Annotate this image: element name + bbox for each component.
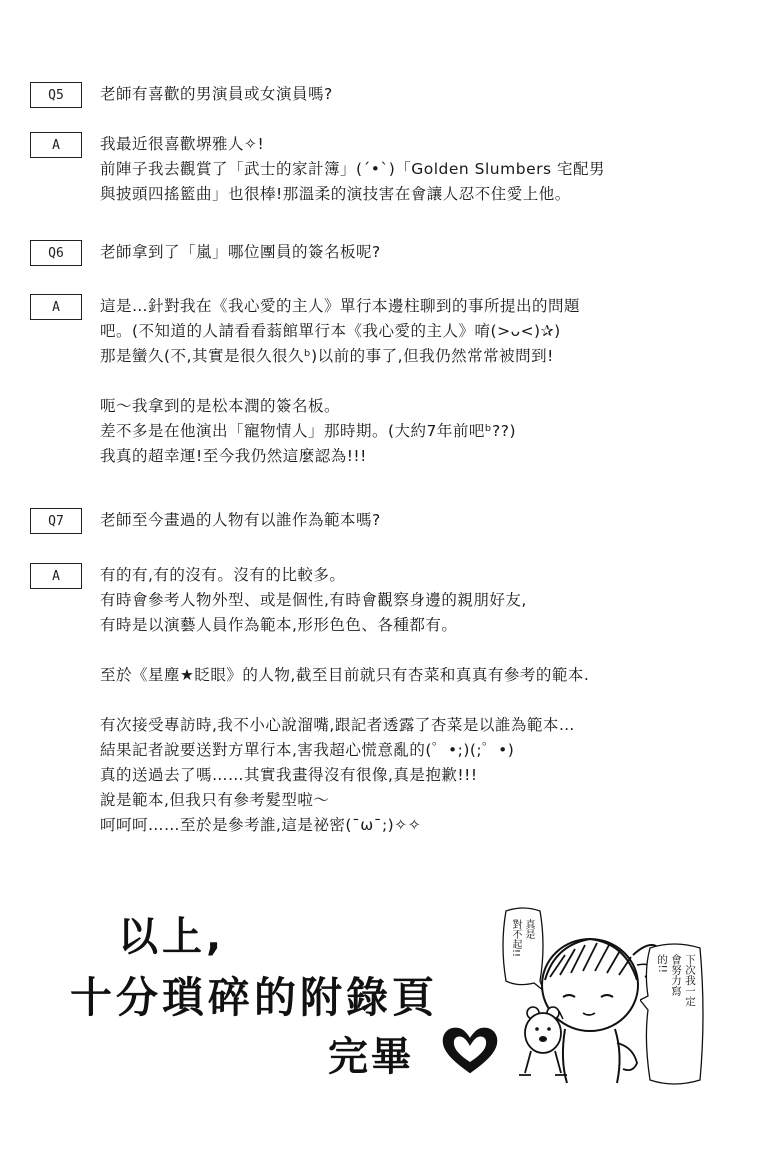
answer-line: 真的送過去了嗎……其實我畫得沒有很像,真是抱歉!!! [100,766,478,784]
heart-icon [440,1024,500,1076]
answer-tag: A [30,294,82,320]
answer-line: 至於《星塵★眨眼》的人物,截至目前就只有杏菜和真真有參考的範本. [100,666,590,684]
answer-line: 差不多是在他演出「寵物情人」那時期。(大約7年前吧ᵇ??) [100,422,517,440]
bubble-text: 下次我一定 [684,954,696,1007]
answer-line: 吧。(不知道的人請看看蓊館單行本《我心愛的主人》唷(>ᴗ<)✰) [100,322,561,340]
speech-bubble-right [640,940,708,1090]
answer-line: 說是範本,但我只有參考髮型啦〜 [100,791,330,809]
question-tag: Q7 [30,508,82,534]
answer-tag: A [30,563,82,589]
question-tag: Q6 [30,240,82,266]
question-text: 老師有喜歡的男演員或女演員嗎? [100,85,333,103]
paragraph-gap [100,688,589,713]
answer-line: 結果記者說要送對方單行本,害我超心慌意亂的(゜•;)(;゜•) [100,741,515,759]
answer-line: 有次接受專訪時,我不小心說溜嘴,跟記者透露了杏菜是以誰為範本… [100,716,575,734]
answer-line: 呃〜我拿到的是松本潤的簽名板。 [100,397,341,415]
answer-line: 呵呵呵……至於是參考誰,這是祕密(ˉωˉ;)✧✧ [100,816,422,834]
bubble-text: 會努力寫 [670,954,682,996]
answer-line: 我最近很喜歡堺雅人✧! [100,135,265,153]
question-tag: Q5 [30,82,82,108]
answer-line: 有的有,有的沒有。沒有的比較多。 [100,566,346,584]
bubble-text: 真是 [523,919,534,939]
answer-line: 這是…針對我在《我心愛的主人》單行本邊柱聊到的事所提出的問題 [100,297,581,315]
finale-line-1: 以上, [118,914,226,960]
answer-line: 有時會參考人物外型、或是個性,有時會觀察身邊的親朋好友, [100,591,527,609]
answer-line: 有時是以演藝人員作為範本,形形色色、各種都有。 [100,616,458,634]
answer-line: 前陣子我去觀賞了「武士的家計簿」(ˊ•ˋ)「Golden Slumbers 宅配男 [100,160,605,178]
question-text: 老師拿到了「嵐」哪位團員的簽名板呢? [100,243,381,261]
answer-tag: A [30,132,82,158]
bubble-text: 對不起!! [510,919,521,958]
answer-line: 與披頭四搖籃曲」也很棒!那溫柔的演技害在會讓人忍不住愛上他。 [100,185,571,203]
bubble-text: 的!! [656,954,668,973]
answer-line: 我真的超幸運!至今我仍然這麼認為!!! [100,447,367,465]
paragraph-gap [100,369,580,394]
question-text: 老師至今畫過的人物有以誰作為範本嗎? [100,511,381,529]
paragraph-gap [100,638,589,663]
answer-line: 那是蠻久(不,其實是很久很久ᵇ)以前的事了,但我仍然常常被問到! [100,347,554,365]
finale-line-2: 十分瑣碎的附錄頁 [70,973,439,1022]
finale-line-3: 完畢 [328,1034,414,1080]
